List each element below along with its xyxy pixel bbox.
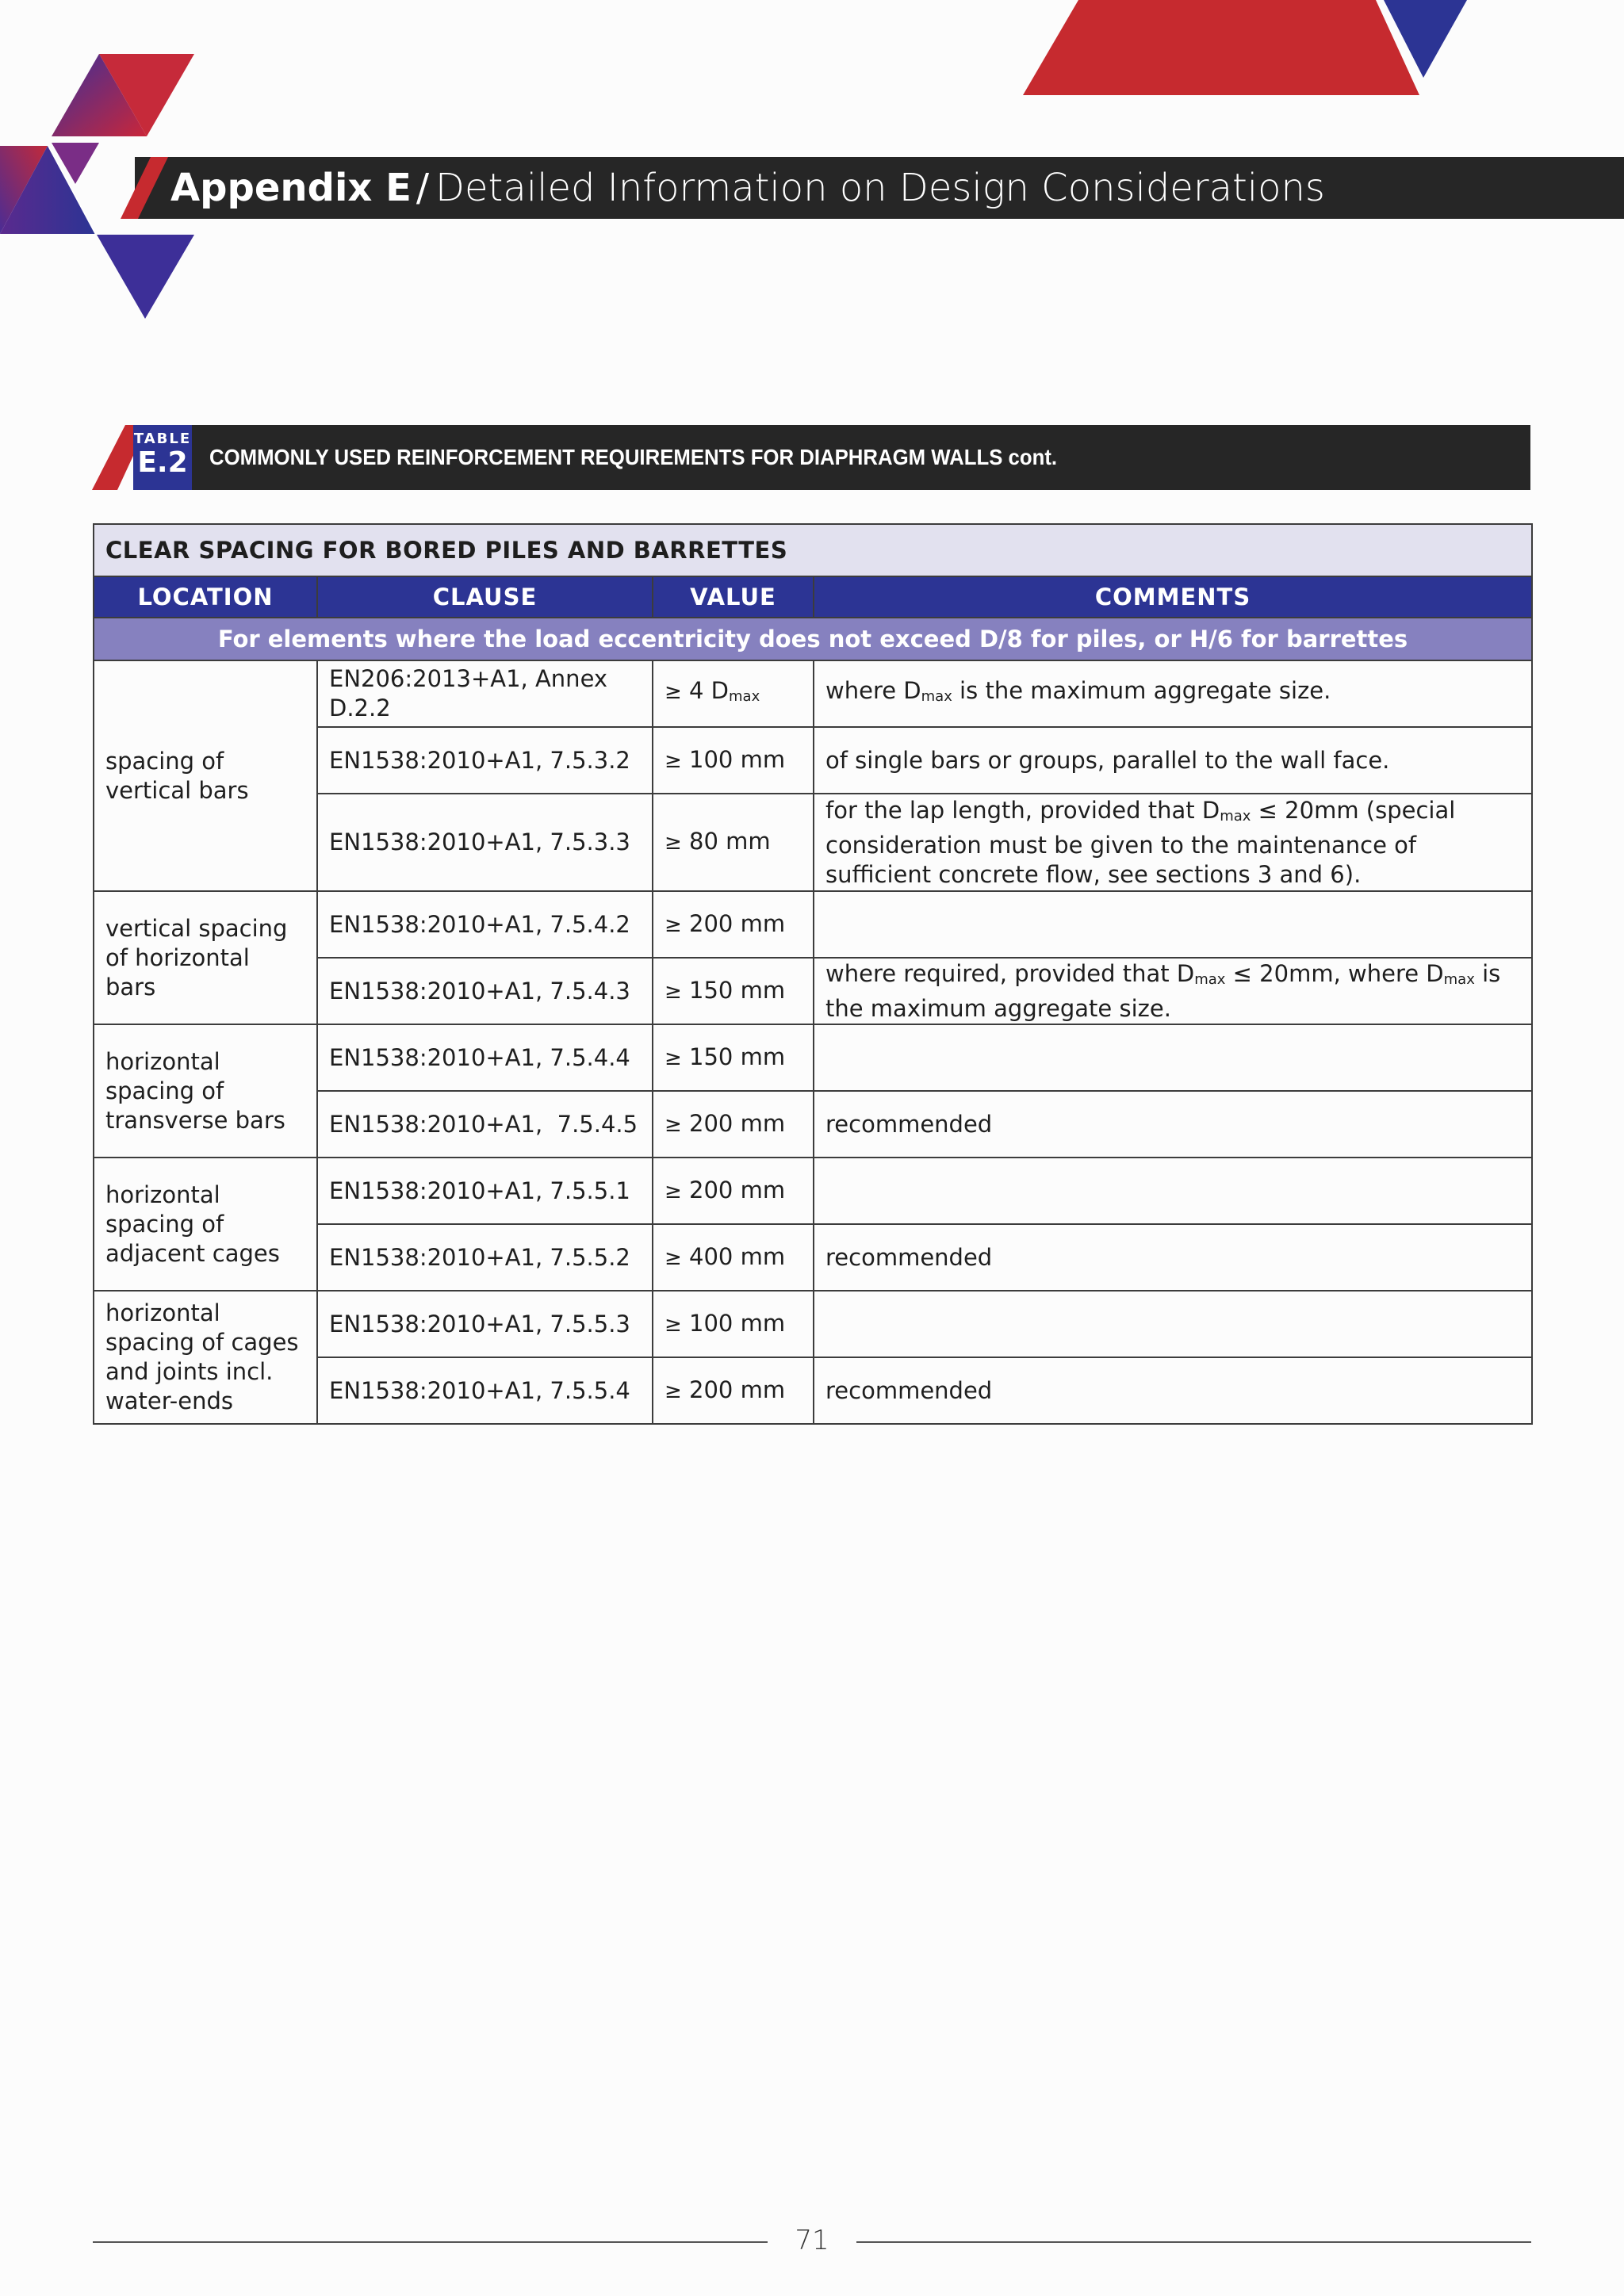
table-row [94,1291,1532,1357]
page-number: 71 [795,2225,829,2256]
page-header [170,157,1325,219]
comment-text: where required, provided that D [825,959,1195,987]
value-text: 200 mm [689,1176,786,1203]
clause-cell: EN1538:2010+A1, 7.5.4.4 [317,1024,653,1091]
ge-symbol: ≥ [665,831,682,855]
column-header-value: VALUE [653,576,814,618]
clause-cell: EN1538:2010+A1, 7.5.3.3 [317,794,653,891]
value-subscript: max [729,688,760,705]
column-header-comments: COMMENTS [814,576,1532,618]
clause-cell: EN1538:2010+A1, 7.5.4.2 [317,891,653,958]
comment-text: for the lap length, provided that D [825,796,1220,824]
comment-cell: recommended [814,1224,1532,1291]
location-cell: vertical spacing of horizontal bars [94,891,317,1024]
value-cell [653,1224,814,1291]
footer-rule-right [856,2241,1531,2243]
value-cell [653,1291,814,1357]
comment-mid: ≤ 20mm, where D [1225,959,1444,987]
decorative-triangles-right [1015,0,1475,99]
value-text: 80 mm [689,828,771,855]
header-subtitle: Detailed Information on Design Considerations [435,166,1325,210]
clause-cell: EN1538:2010+A1, 7.5.4.5 [317,1091,653,1158]
clause-cell: EN1538:2010+A1, 7.5.5.3 [317,1291,653,1357]
comment-cell [814,891,1532,958]
comment-subscript: max [1443,970,1475,988]
value-cell [653,1357,814,1424]
clause-cell: EN1538:2010+A1, 7.5.3.2 [317,727,653,794]
value-cell [653,891,814,958]
value-cell [653,794,814,891]
comment-tail: ≤ 20mm (special consideration must be given to the maintenance of sufficient concrete flow, see sections 3 and 6). [825,796,1456,888]
table-badge-label: TABLE [133,430,192,447]
value-cell [653,958,814,1024]
comment-cell [814,660,1532,727]
table-row [94,1158,1532,1224]
condition-row: For elements where the load eccentricity does not exceed D/8 for piles, or H/6 for barrettes [94,618,1532,660]
ge-symbol: ≥ [665,1112,682,1137]
ge-symbol: ≥ [665,1379,682,1403]
ge-symbol: ≥ [665,1046,682,1070]
value-cell [653,660,814,727]
comment-cell [814,794,1532,891]
ge-symbol: ≥ [665,1246,682,1270]
header-separator: / [416,166,430,210]
ge-symbol: ≥ [665,979,682,1004]
clause-cell: EN1538:2010+A1, 7.5.5.2 [317,1224,653,1291]
comment-cell [814,958,1532,1024]
comment-subscript: max [1220,807,1251,825]
ge-symbol: ≥ [665,748,682,773]
comment-cell [814,1291,1532,1357]
clause-cell: EN1538:2010+A1, 7.5.5.1 [317,1158,653,1224]
appendix-label: Appendix E [170,166,412,210]
table-badge [133,425,192,490]
value-text: 100 mm [689,1309,786,1337]
comment-cell: recommended [814,1091,1532,1158]
location-cell: horizontal spacing of adjacent cages [94,1158,317,1291]
location-cell: horizontal spacing of transverse bars [94,1024,317,1158]
ge-symbol: ≥ [665,1312,682,1337]
clause-cell: EN1538:2010+A1, 7.5.4.3 [317,958,653,1024]
column-header-clause: CLAUSE [317,576,653,618]
comment-cell: of single bars or groups, parallel to the wall face. [814,727,1532,794]
comment-subscript: max [921,688,952,705]
footer-rule-left [93,2241,768,2243]
column-header-location: LOCATION [94,576,317,618]
clause-cell: EN206:2013+A1, Annex D.2.2 [317,660,653,727]
comment-tail: is the maximum aggregate size. [825,959,1501,1022]
table-row [94,660,1532,727]
comment-cell [814,1024,1532,1091]
value-text: 200 mm [689,909,786,937]
ge-symbol: ≥ [665,913,682,937]
value-text: 200 mm [689,1376,786,1403]
comment-subscript: max [1194,970,1226,988]
value-text: 200 mm [689,1109,786,1137]
value-text: 150 mm [689,976,786,1004]
value-text: 100 mm [689,745,786,773]
comment-tail: is the maximum aggregate size. [952,677,1331,704]
value-cell [653,1158,814,1224]
table-row [94,891,1532,958]
reinforcement-table [93,523,1531,1425]
value-text: 4 D [689,677,730,704]
value-cell [653,1024,814,1091]
location-cell: horizontal spacing of cages and joints incl. water-ends [94,1291,317,1424]
section-title: CLEAR SPACING FOR BORED PILES AND BARRETTES [94,524,1532,576]
value-cell [653,1091,814,1158]
header-accent [121,157,168,219]
comment-cell: recommended [814,1357,1532,1424]
clause-cell: EN1538:2010+A1, 7.5.5.4 [317,1357,653,1424]
value-text: 400 mm [689,1242,786,1270]
table-caption-title: COMMONLY USED REINFORCEMENT REQUIREMENTS FOR DIAPHRAGM WALLS cont. [209,445,1058,469]
ge-symbol: ≥ [665,680,682,704]
location-cell: spacing of vertical bars [94,660,317,891]
value-text: 150 mm [689,1043,786,1070]
comment-text: where D [825,677,921,704]
comment-cell [814,1158,1532,1224]
table-badge-number: E.2 [137,446,188,479]
table-row [94,1024,1532,1091]
value-cell [653,727,814,794]
ge-symbol: ≥ [665,1179,682,1203]
